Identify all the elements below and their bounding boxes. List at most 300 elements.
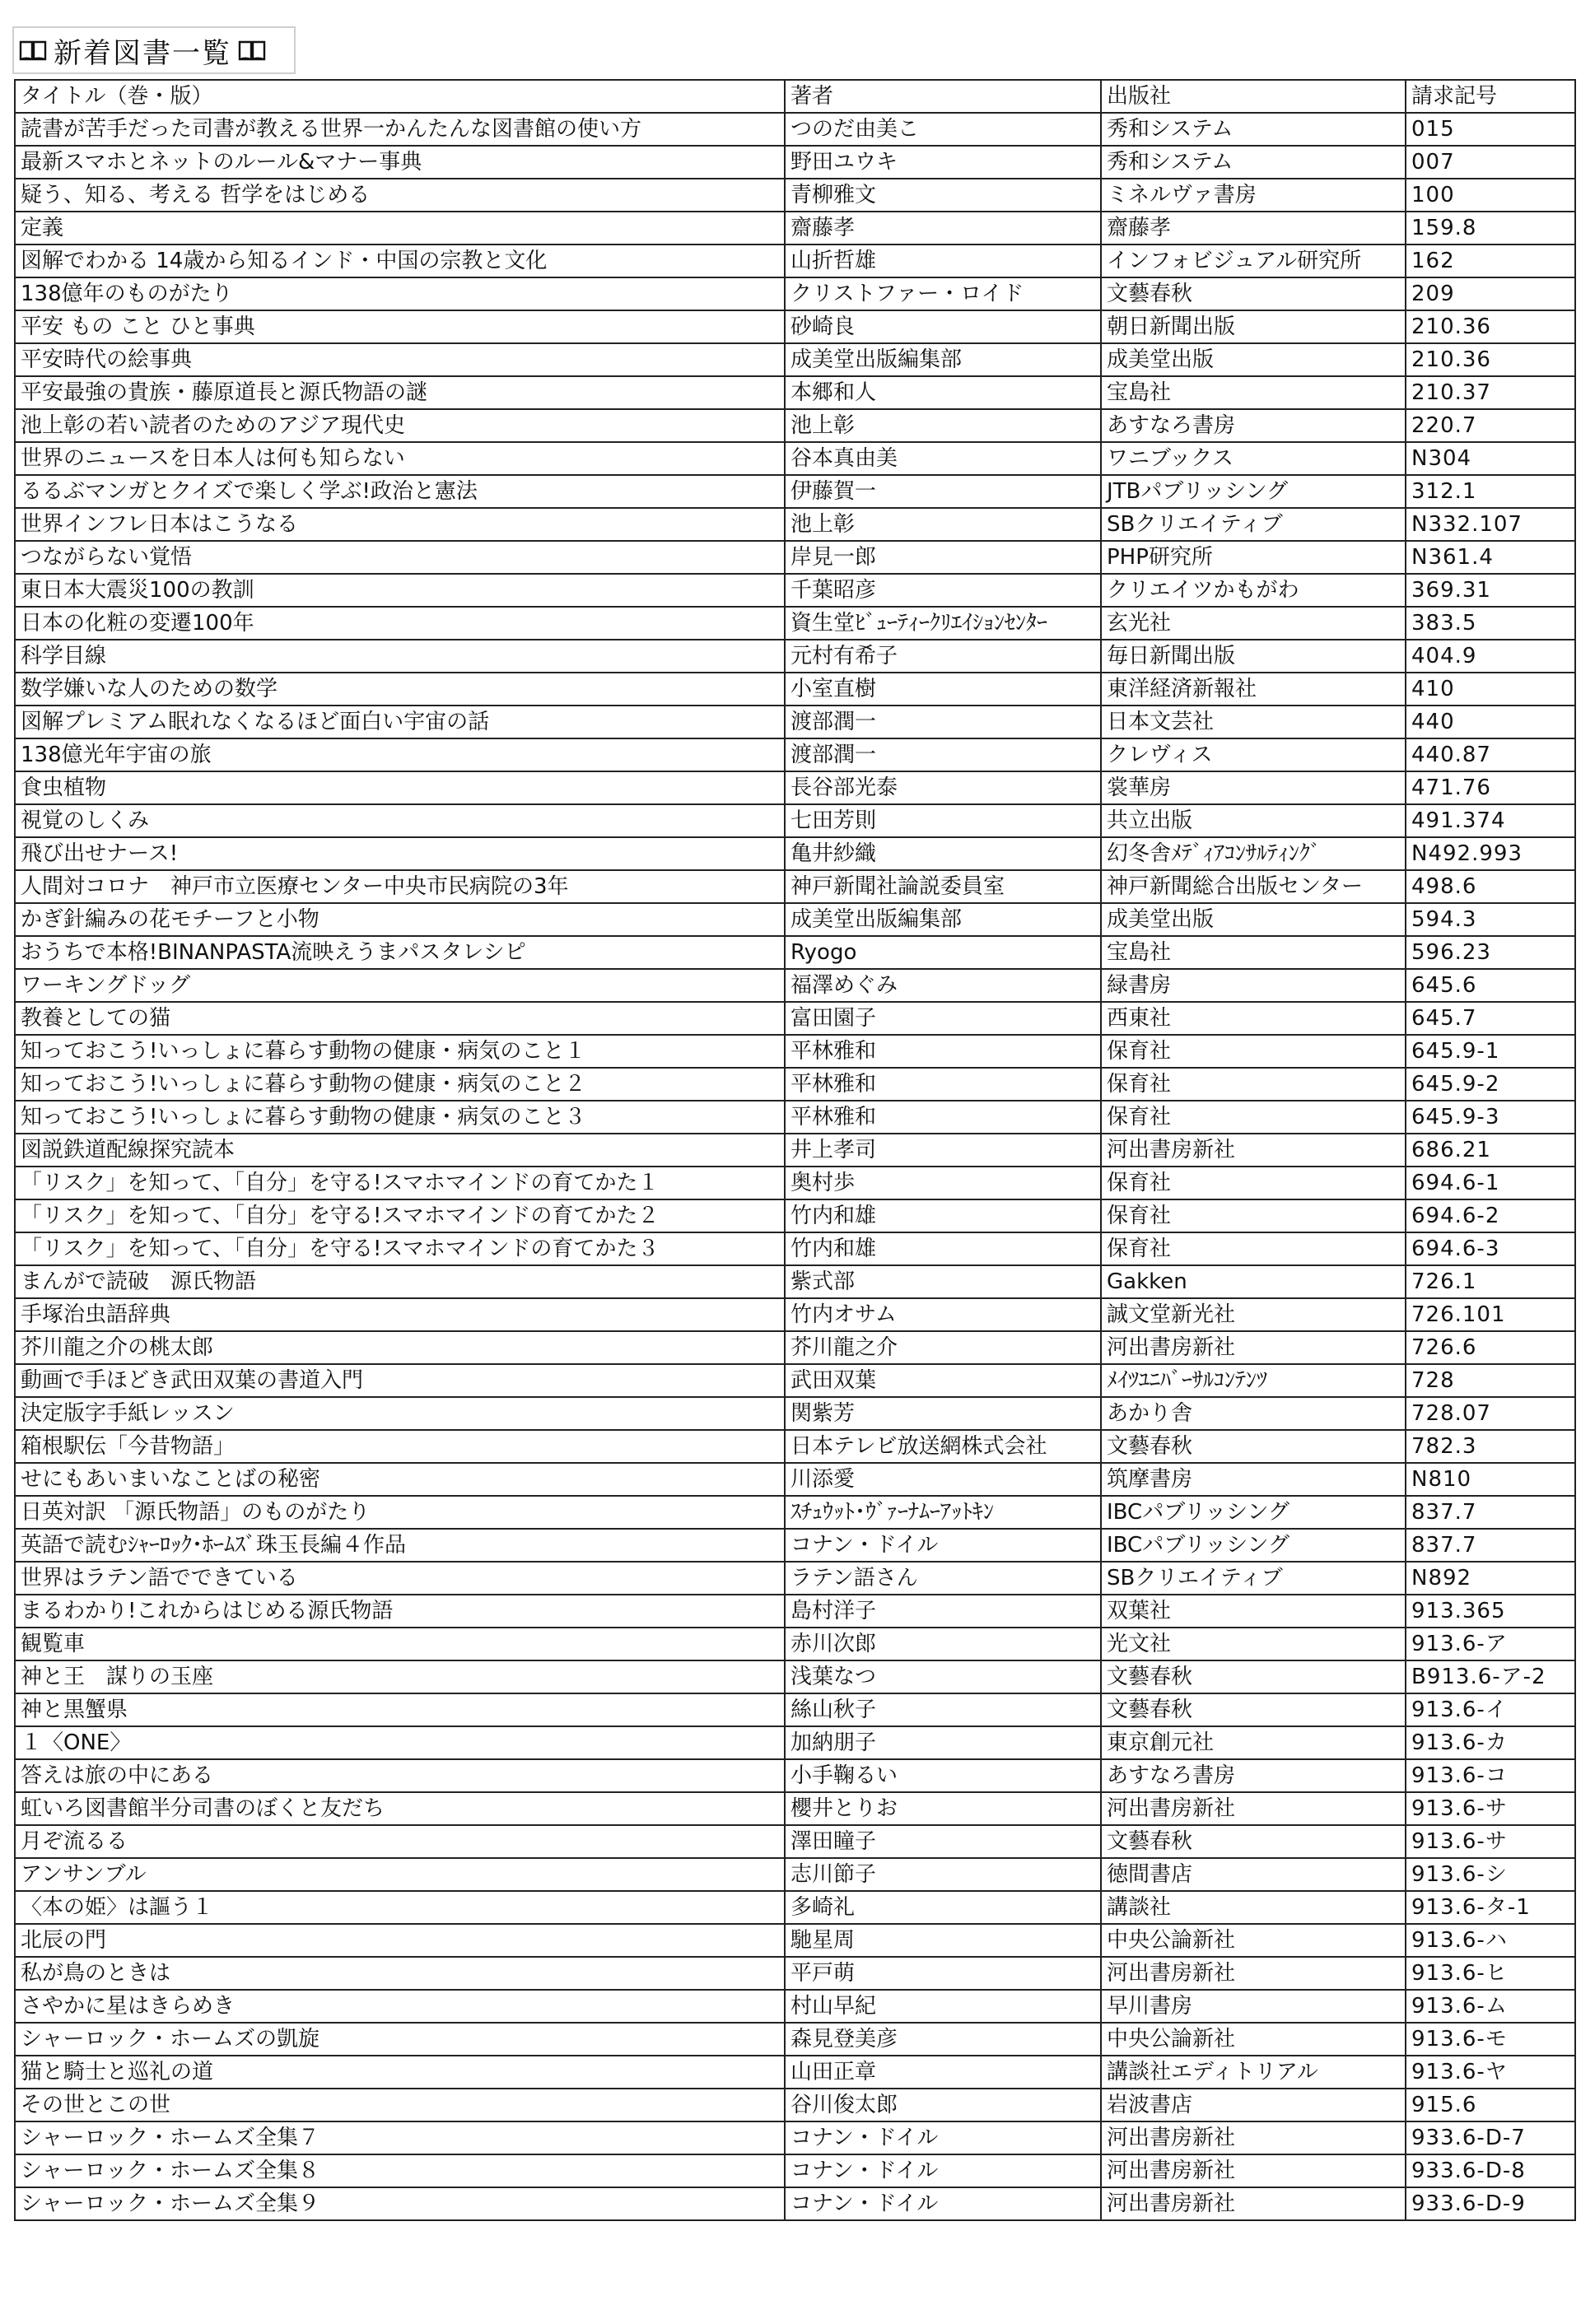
header-publisher: 出版社 (1101, 80, 1406, 113)
book-call-number: B913.6-ア-2 (1406, 1660, 1575, 1693)
table-row (15, 2187, 1575, 2220)
book-author: 加納朋子 (785, 1726, 1101, 1759)
book-author: 平林雅和 (785, 1101, 1101, 1134)
book-publisher: あすなろ書房 (1101, 1759, 1406, 1792)
book-title: シャーロック・ホームズの凱旋 (15, 2023, 785, 2056)
book-call-number: N492.993 (1406, 837, 1575, 870)
book-call-number: N361.4 (1406, 541, 1575, 574)
book-publisher: 玄光社 (1101, 607, 1406, 640)
book-call-number: 015 (1406, 113, 1575, 146)
book-author: 平林雅和 (785, 1068, 1101, 1101)
book-title: シャーロック・ホームズ全集９ (15, 2187, 785, 2220)
book-call-number: 933.6-D-9 (1406, 2187, 1575, 2220)
book-call-number: 383.5 (1406, 607, 1575, 640)
book-title: 〈本の姫〉は謳う１ (15, 1891, 785, 1924)
book-publisher: 河出書房新社 (1101, 1957, 1406, 1990)
book-author: 武田双葉 (785, 1364, 1101, 1397)
book-title: 図説鉄道配線探究読本 (15, 1134, 785, 1167)
book-call-number: 913.6-ハ (1406, 1924, 1575, 1957)
table-row (15, 1397, 1575, 1430)
header-call-number: 請求記号 (1406, 80, 1575, 113)
table-row (15, 706, 1575, 738)
book-author: 竹内和雄 (785, 1199, 1101, 1232)
book-author: 川添愛 (785, 1463, 1101, 1496)
open-book-icon (17, 37, 49, 63)
book-call-number: 728 (1406, 1364, 1575, 1397)
book-publisher: 文藝春秋 (1101, 277, 1406, 310)
book-publisher: 光文社 (1101, 1628, 1406, 1660)
book-author: 奥村歩 (785, 1167, 1101, 1199)
book-call-number: 220.7 (1406, 409, 1575, 442)
book-title: 箱根駅伝「今昔物語」 (15, 1430, 785, 1463)
book-publisher: JTBパブリッシング (1101, 475, 1406, 508)
book-call-number: 913.6-カ (1406, 1726, 1575, 1759)
table-row (15, 1364, 1575, 1397)
book-publisher: 秀和システム (1101, 146, 1406, 179)
book-publisher: 徳間書店 (1101, 1858, 1406, 1891)
book-title: 決定版字手紙レッスン (15, 1397, 785, 1430)
book-call-number: 159.8 (1406, 212, 1575, 245)
book-author: 小室直樹 (785, 673, 1101, 706)
book-title: アンサンブル (15, 1858, 785, 1891)
table-row (15, 245, 1575, 277)
book-call-number: 694.6-2 (1406, 1199, 1575, 1232)
book-title: 138億年のものがたり (15, 277, 785, 310)
book-title: 東日本大震災100の教訓 (15, 574, 785, 607)
book-title: 虹いろ図書館半分司書のぼくと友だち (15, 1792, 785, 1825)
book-title: １〈ONE〉 (15, 1726, 785, 1759)
table-row (15, 1529, 1575, 1562)
book-call-number: 913.6-ア (1406, 1628, 1575, 1660)
book-publisher: 早川書房 (1101, 1990, 1406, 2023)
book-publisher: IBCパブリッシング (1101, 1496, 1406, 1529)
book-title: 知っておこう!いっしょに暮らす動物の健康・病気のこと３ (15, 1101, 785, 1134)
book-publisher: 河出書房新社 (1101, 2154, 1406, 2187)
book-publisher: 宝島社 (1101, 376, 1406, 409)
book-call-number: 837.7 (1406, 1529, 1575, 1562)
book-publisher: IBCパブリッシング (1101, 1529, 1406, 1562)
book-title: 英語で読むｼｬｰﾛｯｸ･ﾎｰﾑｽﾞ珠玉長編４作品 (15, 1529, 785, 1562)
table-row (15, 2089, 1575, 2121)
table-row (15, 1298, 1575, 1331)
table-row (15, 508, 1575, 541)
book-author: 芥川龍之介 (785, 1331, 1101, 1364)
book-title: 疑う、知る、考える 哲学をはじめる (15, 179, 785, 212)
book-title: 池上彰の若い読者のためのアジア現代史 (15, 409, 785, 442)
book-author: 池上彰 (785, 409, 1101, 442)
book-author: 竹内和雄 (785, 1232, 1101, 1265)
book-title: かぎ針編みの花モチーフと小物 (15, 903, 785, 936)
book-publisher: 河出書房新社 (1101, 1134, 1406, 1167)
book-author: 亀井紗織 (785, 837, 1101, 870)
book-publisher: 神戸新聞総合出版センター (1101, 870, 1406, 903)
book-call-number: 645.6 (1406, 969, 1575, 1002)
book-author: 赤川次郎 (785, 1628, 1101, 1660)
book-publisher: 河出書房新社 (1101, 1792, 1406, 1825)
book-author: 岸見一郎 (785, 541, 1101, 574)
book-call-number: 162 (1406, 245, 1575, 277)
book-publisher: あすなろ書房 (1101, 409, 1406, 442)
book-call-number: 913.6-ヒ (1406, 1957, 1575, 1990)
table-row (15, 1957, 1575, 1990)
book-call-number: N304 (1406, 442, 1575, 475)
book-call-number: 913.6-サ (1406, 1825, 1575, 1858)
book-author: 神戸新聞社論説委員室 (785, 870, 1101, 903)
book-publisher: 保育社 (1101, 1068, 1406, 1101)
book-title: 人間対コロナ 神戸市立医療センター中央市民病院の3年 (15, 870, 785, 903)
book-call-number: 913.6-ヤ (1406, 2056, 1575, 2089)
table-row (15, 607, 1575, 640)
book-author: コナン・ドイル (785, 2121, 1101, 2154)
book-publisher: 双葉社 (1101, 1595, 1406, 1628)
book-call-number: 596.23 (1406, 936, 1575, 969)
book-call-number: N892 (1406, 1562, 1575, 1595)
book-author: 竹内オサム (785, 1298, 1101, 1331)
book-publisher: 日本文芸社 (1101, 706, 1406, 738)
book-title: 138億光年宇宙の旅 (15, 738, 785, 771)
book-title: 最新スマホとネットのルール&マナー事典 (15, 146, 785, 179)
book-publisher: 幻冬舎ﾒﾃﾞｨｱｺﾝｻﾙﾃｨﾝｸﾞ (1101, 837, 1406, 870)
book-title: 世界のニュースを日本人は何も知らない (15, 442, 785, 475)
book-author: クリストファー・ロイド (785, 277, 1101, 310)
book-title: 手塚治虫語辞典 (15, 1298, 785, 1331)
book-author: 谷本真由美 (785, 442, 1101, 475)
book-publisher: 宝島社 (1101, 936, 1406, 969)
table-row (15, 146, 1575, 179)
book-call-number: 933.6-D-7 (1406, 2121, 1575, 2154)
book-author: 七田芳則 (785, 804, 1101, 837)
book-call-number: 312.1 (1406, 475, 1575, 508)
table-row (15, 1825, 1575, 1858)
table-row (15, 1595, 1575, 1628)
book-publisher: 講談社 (1101, 1891, 1406, 1924)
book-title: その世とこの世 (15, 2089, 785, 2121)
book-author: 本郷和人 (785, 376, 1101, 409)
book-title: 動画で手ほどき武田双葉の書道入門 (15, 1364, 785, 1397)
table-row (15, 1660, 1575, 1693)
book-publisher: 岩波書店 (1101, 2089, 1406, 2121)
book-title: おうちで本格!BINANPASTA流映えうまパスタレシピ (15, 936, 785, 969)
book-title: 読書が苦手だった司書が教える世界一かんたんな図書館の使い方 (15, 113, 785, 146)
book-author: 齋藤孝 (785, 212, 1101, 245)
table-row (15, 2154, 1575, 2187)
book-call-number: 210.36 (1406, 343, 1575, 376)
table-row (15, 1858, 1575, 1891)
book-call-number: 913.6-モ (1406, 2023, 1575, 2056)
book-title: つながらない覚悟 (15, 541, 785, 574)
book-title: 月ぞ流るる (15, 1825, 785, 1858)
book-author: 山田正章 (785, 2056, 1101, 2089)
table-row (15, 1759, 1575, 1792)
book-publisher: インフォビジュアル研究所 (1101, 245, 1406, 277)
book-publisher: 保育社 (1101, 1232, 1406, 1265)
book-title: 世界インフレ日本はこうなる (15, 508, 785, 541)
book-author: 資生堂ﾋﾞｭｰﾃｨｰｸﾘｴｲｼｮﾝｾﾝﾀｰ (785, 607, 1101, 640)
page-title: 新着図書一覧 (54, 36, 231, 70)
book-call-number: 728.07 (1406, 1397, 1575, 1430)
book-title: 知っておこう!いっしょに暮らす動物の健康・病気のこと１ (15, 1035, 785, 1068)
book-call-number: 007 (1406, 146, 1575, 179)
book-title: 北辰の門 (15, 1924, 785, 1957)
book-call-number: 210.37 (1406, 376, 1575, 409)
book-call-number: 440.87 (1406, 738, 1575, 771)
book-title: 私が鳥のときは (15, 1957, 785, 1990)
book-author: 関紫芳 (785, 1397, 1101, 1430)
book-call-number: 210.36 (1406, 310, 1575, 343)
book-title: 教養としての猫 (15, 1002, 785, 1035)
table-row (15, 376, 1575, 409)
table-row (15, 738, 1575, 771)
book-author: 砂崎良 (785, 310, 1101, 343)
book-author: 澤田瞳子 (785, 1825, 1101, 1858)
book-author: 馳星周 (785, 1924, 1101, 1957)
book-title: シャーロック・ホームズ全集８ (15, 2154, 785, 2187)
table-row (15, 2023, 1575, 2056)
book-author: 青柳雅文 (785, 179, 1101, 212)
book-publisher: 文藝春秋 (1101, 1660, 1406, 1693)
book-publisher: SBクリエイティブ (1101, 508, 1406, 541)
book-title: 図解プレミアム眠れなくなるほど面白い宇宙の話 (15, 706, 785, 738)
table-row (15, 1167, 1575, 1199)
book-call-number: 913.6-サ (1406, 1792, 1575, 1825)
book-call-number: 100 (1406, 179, 1575, 212)
book-publisher: 保育社 (1101, 1167, 1406, 1199)
book-call-number: 913.365 (1406, 1595, 1575, 1628)
book-publisher: SBクリエイティブ (1101, 1562, 1406, 1595)
table-row (15, 2121, 1575, 2154)
book-publisher: 講談社エディトリアル (1101, 2056, 1406, 2089)
book-title: まんがで読破 源氏物語 (15, 1265, 785, 1298)
book-publisher: ワニブックス (1101, 442, 1406, 475)
book-author: 富田園子 (785, 1002, 1101, 1035)
book-publisher: 河出書房新社 (1101, 1331, 1406, 1364)
book-publisher: 西東社 (1101, 1002, 1406, 1035)
book-author: 井上孝司 (785, 1134, 1101, 1167)
book-call-number: 645.9-3 (1406, 1101, 1575, 1134)
book-publisher: クレヴィス (1101, 738, 1406, 771)
book-publisher: 秀和システム (1101, 113, 1406, 146)
book-title: 芥川龍之介の桃太郎 (15, 1331, 785, 1364)
book-publisher: 中央公論新社 (1101, 2023, 1406, 2056)
header-author: 著者 (785, 80, 1101, 113)
book-call-number: 404.9 (1406, 640, 1575, 673)
book-author: コナン・ドイル (785, 2187, 1101, 2220)
book-title: るるぶマンガとクイズで楽しく学ぶ!政治と憲法 (15, 475, 785, 508)
table-row (15, 870, 1575, 903)
book-title: 神と黒蟹県 (15, 1693, 785, 1726)
book-author: 野田ユウキ (785, 146, 1101, 179)
book-title: 答えは旅の中にある (15, 1759, 785, 1792)
book-publisher: あかり舎 (1101, 1397, 1406, 1430)
book-publisher: クリエイツかもがわ (1101, 574, 1406, 607)
book-publisher: 成美堂出版 (1101, 903, 1406, 936)
book-call-number: 694.6-1 (1406, 1167, 1575, 1199)
page-title-box (12, 26, 296, 74)
book-title: 観覧車 (15, 1628, 785, 1660)
table-row (15, 1068, 1575, 1101)
book-publisher: 東洋経済新報社 (1101, 673, 1406, 706)
book-call-number: 369.31 (1406, 574, 1575, 607)
book-title: せにもあいまいなことばの秘密 (15, 1463, 785, 1496)
book-author: 渡部潤一 (785, 738, 1101, 771)
book-author: 成美堂出版編集部 (785, 903, 1101, 936)
book-call-number: 645.9-1 (1406, 1035, 1575, 1068)
book-call-number: 913.6-タ-1 (1406, 1891, 1575, 1924)
book-title: 猫と騎士と巡礼の道 (15, 2056, 785, 2089)
book-title: 平安 もの こと ひと事典 (15, 310, 785, 343)
table-row (15, 113, 1575, 146)
book-author: 小手鞠るい (785, 1759, 1101, 1792)
book-author: 多崎礼 (785, 1891, 1101, 1924)
table-row (15, 1990, 1575, 2023)
book-author: 渡部潤一 (785, 706, 1101, 738)
book-call-number: 440 (1406, 706, 1575, 738)
table-row (15, 1463, 1575, 1496)
table-row (15, 1232, 1575, 1265)
book-call-number: 913.6-コ (1406, 1759, 1575, 1792)
table-row (15, 1002, 1575, 1035)
table-row (15, 771, 1575, 804)
table-row (15, 475, 1575, 508)
book-title: 科学目線 (15, 640, 785, 673)
book-publisher: 保育社 (1101, 1199, 1406, 1232)
open-book-icon (236, 37, 268, 63)
book-publisher: Gakken (1101, 1265, 1406, 1298)
book-author: 福澤めぐみ (785, 969, 1101, 1002)
book-publisher: 裳華房 (1101, 771, 1406, 804)
book-title: 食虫植物 (15, 771, 785, 804)
new-books-table (14, 79, 1576, 2221)
book-author: 成美堂出版編集部 (785, 343, 1101, 376)
book-author: 浅葉なつ (785, 1660, 1101, 1693)
table-row (15, 804, 1575, 837)
table-row (15, 1628, 1575, 1660)
book-call-number: 913.6-ム (1406, 1990, 1575, 2023)
book-publisher: ﾒｲﾂﾕﾆﾊﾞｰｻﾙｺﾝﾃﾝﾂ (1101, 1364, 1406, 1397)
book-publisher: 中央公論新社 (1101, 1924, 1406, 1957)
table-row (15, 1134, 1575, 1167)
book-title: 神と王 謀りの玉座 (15, 1660, 785, 1693)
book-publisher: 毎日新聞出版 (1101, 640, 1406, 673)
header-title: タイトル（巻・版） (15, 80, 785, 113)
table-row (15, 1199, 1575, 1232)
book-title: 「リスク」を知って、「自分」を守る!スマホマインドの育てかた３ (15, 1232, 785, 1265)
book-author: ラテン語さん (785, 1562, 1101, 1595)
table-row (15, 1430, 1575, 1463)
table-row (15, 1891, 1575, 1924)
table-row (15, 1496, 1575, 1529)
book-title: 日本の化粧の変遷100年 (15, 607, 785, 640)
book-title: 図解でわかる 14歳から知るインド・中国の宗教と文化 (15, 245, 785, 277)
table-row (15, 969, 1575, 1002)
table-row (15, 1792, 1575, 1825)
book-publisher: 文藝春秋 (1101, 1430, 1406, 1463)
table-row (15, 1562, 1575, 1595)
book-author: 平林雅和 (785, 1035, 1101, 1068)
book-author: 元村有希子 (785, 640, 1101, 673)
table-row (15, 1693, 1575, 1726)
book-title: 「リスク」を知って、「自分」を守る!スマホマインドの育てかた２ (15, 1199, 785, 1232)
book-author: 絲山秋子 (785, 1693, 1101, 1726)
table-row (15, 640, 1575, 673)
book-publisher: 誠文堂新光社 (1101, 1298, 1406, 1331)
book-call-number: 645.9-2 (1406, 1068, 1575, 1101)
book-publisher: 河出書房新社 (1101, 2121, 1406, 2154)
table-row (15, 343, 1575, 376)
book-call-number: 913.6-イ (1406, 1693, 1575, 1726)
book-title: 定義 (15, 212, 785, 245)
book-call-number: 645.7 (1406, 1002, 1575, 1035)
book-title: ワーキングドッグ (15, 969, 785, 1002)
book-title: 世界はラテン語でできている (15, 1562, 785, 1595)
book-author: 伊藤賀一 (785, 475, 1101, 508)
book-publisher: ミネルヴァ書房 (1101, 179, 1406, 212)
book-author: 島村洋子 (785, 1595, 1101, 1628)
book-title: 数学嫌いな人のための数学 (15, 673, 785, 706)
table-row (15, 1265, 1575, 1298)
book-call-number: 782.3 (1406, 1430, 1575, 1463)
book-call-number: 726.6 (1406, 1331, 1575, 1364)
book-author: 村山早紀 (785, 1990, 1101, 2023)
book-publisher: 東京創元社 (1101, 1726, 1406, 1759)
book-title: シャーロック・ホームズ全集７ (15, 2121, 785, 2154)
table-row (15, 409, 1575, 442)
book-title: 平安時代の絵事典 (15, 343, 785, 376)
table-row (15, 179, 1575, 212)
table-row (15, 673, 1575, 706)
table-row (15, 1726, 1575, 1759)
book-author: コナン・ドイル (785, 1529, 1101, 1562)
book-title: 知っておこう!いっしょに暮らす動物の健康・病気のこと２ (15, 1068, 785, 1101)
book-publisher: 保育社 (1101, 1101, 1406, 1134)
book-title: 日英対訳 「源氏物語」のものがたり (15, 1496, 785, 1529)
table-row (15, 574, 1575, 607)
book-call-number: 491.374 (1406, 804, 1575, 837)
book-call-number: 694.6-3 (1406, 1232, 1575, 1265)
book-author: 平戸萌 (785, 1957, 1101, 1990)
table-row (15, 277, 1575, 310)
book-author: 千葉昭彦 (785, 574, 1101, 607)
book-call-number: 726.101 (1406, 1298, 1575, 1331)
book-call-number: 594.3 (1406, 903, 1575, 936)
book-title: 平安最強の貴族・藤原道長と源氏物語の謎 (15, 376, 785, 409)
book-publisher: 保育社 (1101, 1035, 1406, 1068)
book-title: まるわかり!これからはじめる源氏物語 (15, 1595, 785, 1628)
book-publisher: 筑摩書房 (1101, 1463, 1406, 1496)
book-publisher: 河出書房新社 (1101, 2187, 1406, 2220)
book-author: Ryogo (785, 936, 1101, 969)
table-row (15, 837, 1575, 870)
book-call-number: N810 (1406, 1463, 1575, 1496)
book-publisher: 齋藤孝 (1101, 212, 1406, 245)
table-row (15, 310, 1575, 343)
book-publisher: 緑書房 (1101, 969, 1406, 1002)
table-row (15, 541, 1575, 574)
book-title: さやかに星はきらめき (15, 1990, 785, 2023)
book-author: 池上彰 (785, 508, 1101, 541)
book-title: 視覚のしくみ (15, 804, 785, 837)
book-author: 紫式部 (785, 1265, 1101, 1298)
book-author: 日本テレビ放送網株式会社 (785, 1430, 1101, 1463)
book-publisher: 文藝春秋 (1101, 1825, 1406, 1858)
book-author: 山折哲雄 (785, 245, 1101, 277)
book-call-number: 410 (1406, 673, 1575, 706)
book-author: 谷川俊太郎 (785, 2089, 1101, 2121)
table-header-row (15, 80, 1575, 113)
book-call-number: 686.21 (1406, 1134, 1575, 1167)
book-publisher: 朝日新聞出版 (1101, 310, 1406, 343)
book-call-number: 837.7 (1406, 1496, 1575, 1529)
